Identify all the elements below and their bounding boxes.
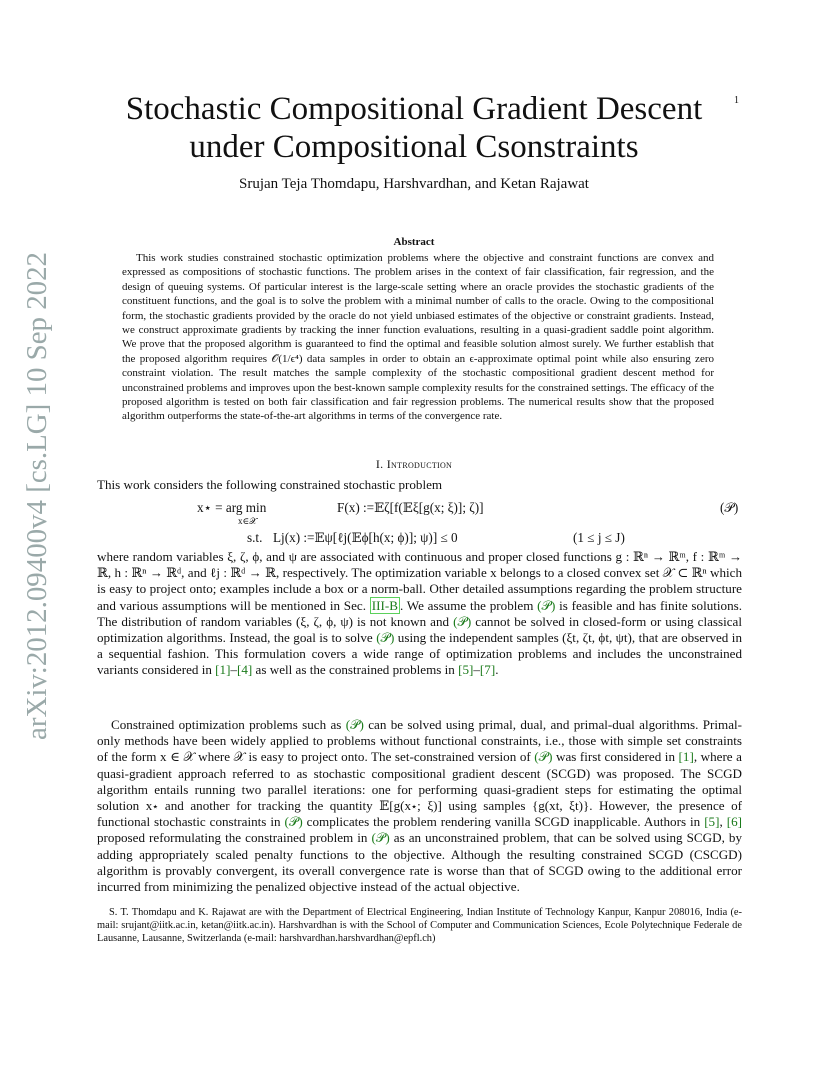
section-heading (80, 457, 748, 472)
equation-objective: F(x) :=𝔼ζ[f(𝔼ξ[g(x; ξ)]; ζ)] (337, 500, 484, 515)
text-run: , where a quasi-gradient approach referred to as stochastic compositional gradient descent (SCGD) was proposed. The SCGD algorithm entails running two parallel iterations: one for performing quasi-gradient steps for estimating the optimal solution x⋆ and another for tracking the quantity 𝔼[g(x⋆; ξ)] using samples {g(xt, ξt)}. However, the presence of functional stochastic constraints in (97, 749, 742, 830)
equation-index-range: (1 ≤ j ≤ J) (573, 530, 625, 545)
equation-reference-link[interactable]: (𝒫) (371, 830, 390, 846)
citation-link[interactable]: [1] (678, 749, 694, 765)
equation-label: (𝒫) (720, 500, 739, 515)
equation-subject-to: s.t. (247, 530, 263, 545)
text-run: proposed reformulating the constrained problem in (97, 830, 372, 846)
arxiv-stamp (0, 0, 70, 1072)
citation-link[interactable]: [5] (704, 814, 720, 830)
section-reference-link[interactable]: III-B (371, 597, 398, 613)
citation-link[interactable]: [1] (215, 662, 231, 678)
section-number: I. (375, 457, 384, 471)
abstract-body: This work studies constrained stochastic optimization problems where the objective and constraint functions are convex and expressed as compositions of stochastic functions. The problem arises in the context of fair classification, fair regression, and the design of queuing systems. Of particular interest is the large-scale setting where an oracle provides the stochastic gradients of the constituent functions, and the goal is to solve the problem with a minimal number of calls to the oracle. Owing to the compositional form, the stochastic gradients provided by the oracle do not yield unbiased estimates of the objective or constraint gradients. Instead, we construct approximate gradients by tracking the inner function evaluations, resulting in a quasi-gradient saddle point algorithm. We prove that the proposed algorithm is guaranteed to find the optimal and feasible solution almost surely. We further establish that the proposed algorithm requires 𝒪(1/ϵ⁴) data samples in order to obtain an ϵ-approximate optimal point while also ensuring zero constraint violation. The result matches the sample complexity of the stochastic compositional gradient descent method for unconstrained problems and improves upon the best-known sample complexity results for the constrained settings. The efficacy of the proposed algorithm is tested on both fair classification and fair regression problems. The numerical results show that the proposed algorithm outperforms the state-of-the-art algorithms in terms of the convergence rate. (122, 252, 714, 423)
text-run: Constrained optimization problems such as (111, 717, 346, 732)
problem-equation (88, 500, 742, 548)
text-run: . We assume the problem (399, 597, 538, 613)
text-run: – (230, 662, 237, 678)
title-line-2: under Compositional Csonstraints (189, 129, 639, 165)
citation-link[interactable]: [4] (237, 662, 253, 678)
equation-constraint: Lj(x) :=𝔼ψ[ℓj(𝔼ϕ[h(x; ϕ)]; ψ)] ≤ 0 (273, 530, 458, 545)
text-run: as well as the constrained problems in (252, 662, 459, 678)
text-run: where random variables ξ, ζ, ϕ, and ψ are associated with continuous and proper closed functions g : ℝⁿ → ℝᵐ, f : ℝᵐ → ℝ, h : ℝⁿ → ℝᵈ, and ℓj : ℝᵈ → ℝ, respectively. The optimization variable x belongs to a closed convex set 𝒳 ⊂ ℝⁿ which is easy to project onto; examples include a box or a norm-ball. Other detailed assumptions regarding the problem structure and various assumptions will be mentioned in Sec. (97, 549, 742, 613)
text-run: as an unconstrained problem, that can be solved using SCGD, by adding appropriately scaled penalty functions to the objective. Although the resulting constrained SCGD (CSCGD) algorithm is provably convergent, its overall convergence rate is worse than that of SCGD owing to the additional error incurred from minimizing the penalized objective instead of the actual objective. (97, 830, 742, 895)
equation-reference-link[interactable]: (𝒫) (537, 597, 556, 613)
author-list: Srujan Teja Thomdapu, Harshvardhan, and Ketan Rajawat (239, 176, 589, 192)
author-affiliation-footnote: S. T. Thomdapu and K. Rajawat are with the Department of Electrical Engineering, Indian Institute of Technology Kanpur, Kanpur 208016, India (e-mail: srujant@iitk.ac.in, ketan@iitk.ac.in). Harshvardhan is with the School of Computer and Communication Sciences, Ecole Polytechnique Federale de Lausanne, Lausanne, Switzerlanda (e-mail: harshvardhan.harshvardhan@epfl.ch) (97, 907, 742, 944)
equation-reference-link[interactable]: (𝒫) (376, 630, 395, 646)
intro-paragraph-1 (97, 549, 742, 679)
equation-reference-link[interactable]: (𝒫) (453, 613, 472, 629)
page-number: 1 (734, 95, 739, 106)
citation-link[interactable]: [6] (726, 814, 742, 830)
equation-argmin-subscript: x∈𝒳 (238, 516, 257, 526)
paper-title (80, 90, 748, 166)
text-run: cannot be solved in closed-form or using classical optimization algorithms. Instead, the goal is to solve (97, 613, 742, 646)
arxiv-identifier: arXiv:2012.09400v4 [cs.LG] 10 Sep 2022 (22, 267, 53, 740)
text-run: , (719, 814, 727, 830)
citation-link[interactable]: [5] (458, 662, 474, 678)
text-run: using the independent samples (ξt, ζt, ϕt, ψt), that are observed in a sequential fashion. This formulation covers a wide range of optimization problems and includes the unconstrained variants considered in (97, 630, 742, 678)
text-run: complicates the problem rendering vanilla SCGD inapplicable. Authors in (302, 814, 705, 830)
equation-reference-link[interactable]: (𝒫) (534, 749, 553, 765)
text-run: – (473, 662, 480, 678)
abstract-heading: Abstract (393, 236, 435, 248)
equation-reference-link[interactable]: (𝒫) (345, 717, 364, 732)
equation-reference-link[interactable]: (𝒫) (284, 814, 303, 830)
text-run: is feasible and has finite solutions. The distribution of random variables (ξ, ζ, ϕ, ψ) is not known and (97, 597, 742, 629)
intro-paragraph-2 (97, 717, 742, 895)
title-line-1: Stochastic Compositional Gradient Descent (125, 91, 703, 127)
equation-lhs: x⋆ = arg min (197, 500, 267, 515)
section-title: Introduction (386, 457, 453, 471)
intro-lead-sentence: This work considers the following constrained stochastic problem (97, 477, 443, 492)
text-run: can be solved using primal, dual, and primal-dual algorithms. Primal-only methods have been widely applied to problems without functional constraints, i.e., those with simple set constraints of the form x ∈ 𝒳 where 𝒳 is easy to project onto. The set-constrained version of (97, 717, 743, 765)
text-run: . (495, 662, 499, 678)
citation-link[interactable]: [7] (479, 662, 496, 678)
text-run: was first considered in (552, 749, 679, 765)
